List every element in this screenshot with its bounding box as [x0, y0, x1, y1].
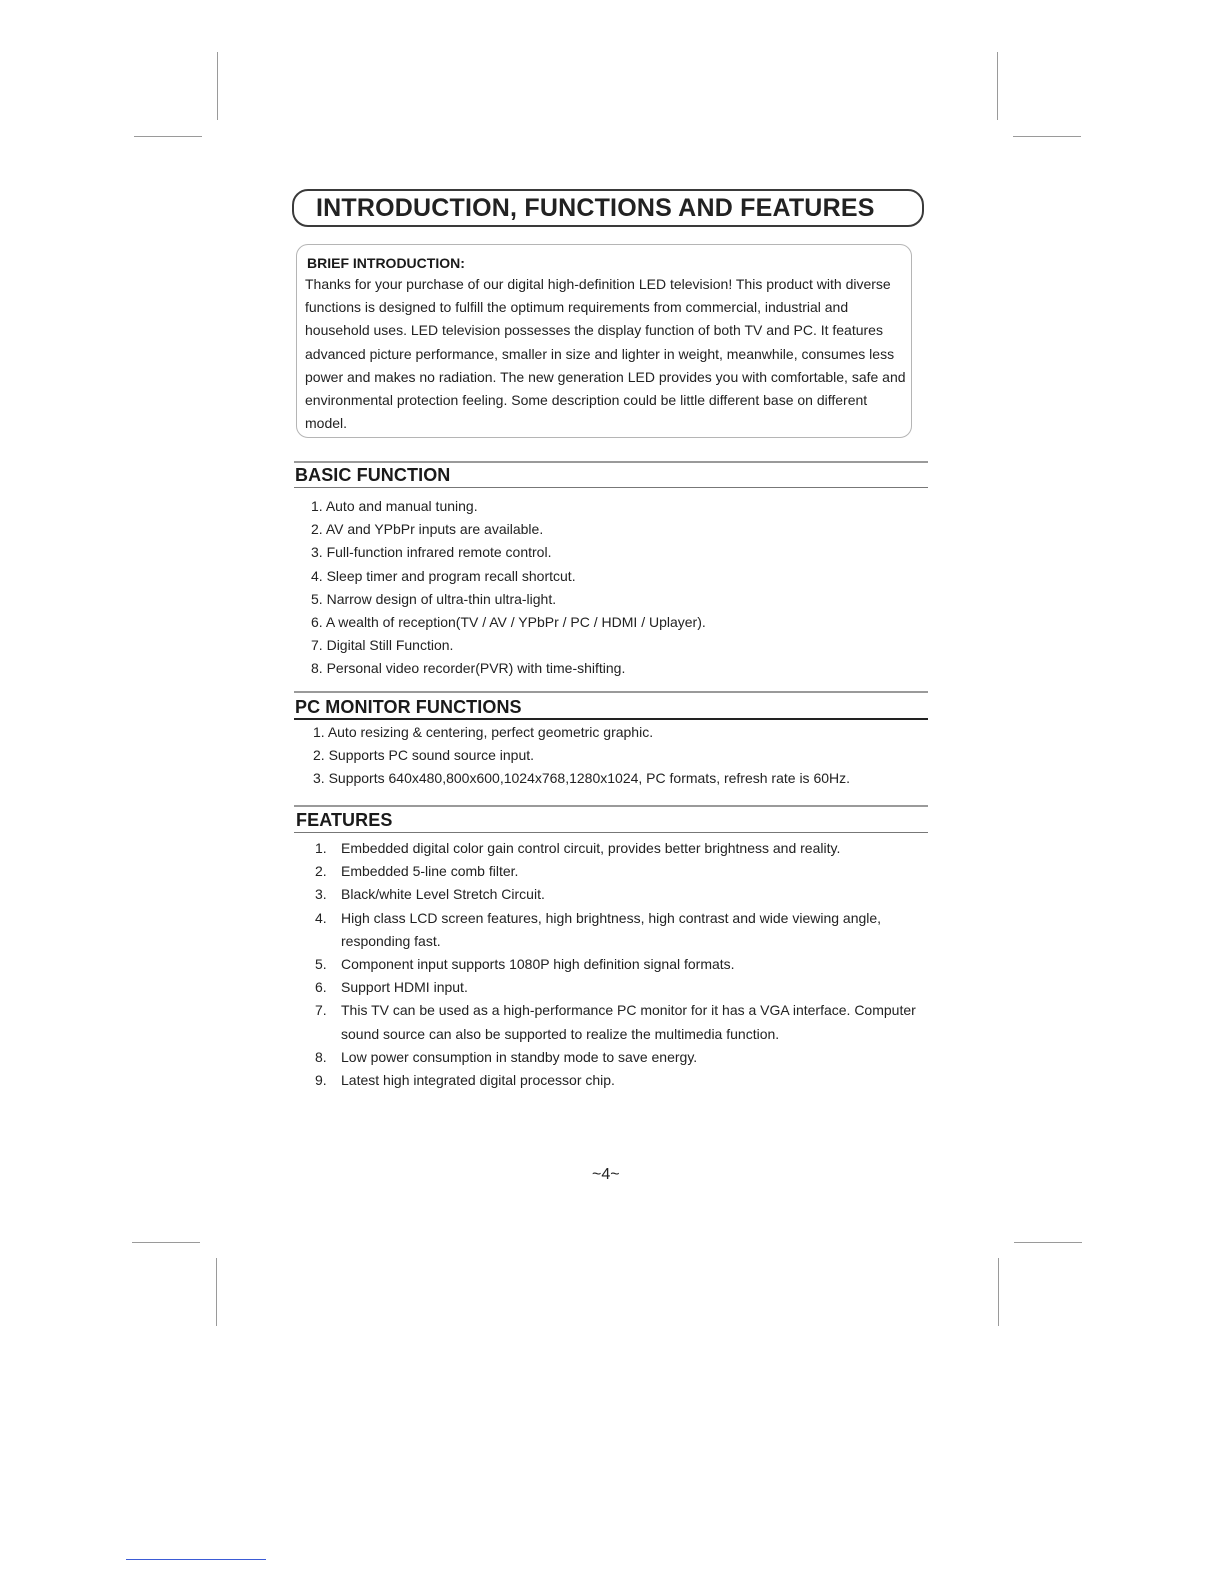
list-item [311, 495, 706, 518]
list-item-text: AV and YPbPr inputs are available. [325, 521, 544, 538]
list-item-text: Component input supports 1080P high definition signal formats. [341, 956, 735, 973]
list-item [311, 565, 706, 588]
crop-mark-top-left-horizontal [134, 136, 202, 137]
features-list [315, 837, 931, 1092]
list-item-text: Sleep timer and program recall shortcut. [326, 567, 576, 584]
list-item [315, 953, 931, 976]
list-item-number: 2. [311, 521, 323, 538]
list-item-text: Embedded 5-line comb filter. [341, 863, 519, 880]
list-item-text: Personal video recorder(PVR) with time-shifting. [326, 660, 626, 677]
list-item-text: Digital Still Function. [326, 637, 454, 654]
list-item [315, 907, 931, 953]
list-item-number: 7. [311, 637, 323, 654]
list-item-text: Low power consumption in standby mode to save energy. [341, 1048, 698, 1065]
list-item-text: Black/white Level Stretch Circuit. [341, 886, 545, 903]
list-item-number: 9. [315, 1072, 327, 1089]
list-item [311, 518, 706, 541]
list-item [311, 588, 706, 611]
list-item-number: 7. [315, 1002, 327, 1019]
list-item [315, 976, 931, 999]
list-item-text: Latest high integrated digital processor chip. [341, 1072, 615, 1089]
list-item-text: A wealth of reception(TV / AV / YPbPr / PC / HDMI / Uplayer). [325, 613, 706, 630]
list-item-number: 5. [315, 956, 327, 973]
list-item-text: Auto and manual tuning. [325, 498, 478, 514]
list-item-number: 4. [315, 909, 327, 926]
basic-function-header [294, 461, 928, 488]
list-item-text: Auto resizing & centering, perfect geometric graphic. [327, 724, 654, 740]
basic-function-list [311, 495, 706, 681]
list-item-number: 1. [315, 840, 327, 856]
list-item-text: Embedded digital color gain control circuit, provides better brightness and reality. [341, 840, 841, 856]
features-header [294, 805, 928, 833]
brief-introduction-text: Thanks for your purchase of our digital high-definition LED television! This product with diverse functions is designed to fulfill the optimum requirements from commercial, industrial and household uses. LED television possesses the display function of both TV and PC. It features advanced picture performance, smaller in size and lighter in weight, meanwhile, consumes less power and makes no radiation. The new generation LED provides you with comfortable, safe and environmental protection feeling. Some description could be little different base on different model. [305, 276, 906, 432]
list-item-text: Supports PC sound source input. [328, 747, 535, 764]
list-item-number: 8. [315, 1048, 327, 1065]
list-item-text: This TV can be used as a high-performance PC monitor for it has a VGA interface. Computer sound source can also be supported to realize the multimedia function. [341, 1002, 916, 1042]
pc-monitor-functions-header [294, 691, 928, 720]
list-item [313, 744, 850, 767]
crop-mark-bottom-right-horizontal [1014, 1242, 1082, 1243]
list-item-number: 2. [313, 747, 325, 764]
crop-mark-top-right-vertical [997, 52, 998, 120]
list-item [311, 611, 706, 634]
crop-mark-bottom-left-vertical [216, 1258, 217, 1326]
list-item [311, 541, 706, 564]
list-item-number: 5. [311, 590, 323, 607]
pc-monitor-functions-heading: PC MONITOR FUNCTIONS [295, 697, 522, 717]
crop-mark-top-right-horizontal [1013, 136, 1081, 137]
page-title: INTRODUCTION, FUNCTIONS AND FEATURES [316, 194, 875, 222]
list-item-number: 4. [311, 567, 323, 584]
list-item-number: 1. [311, 498, 323, 514]
page-title-box [292, 189, 924, 227]
list-item [315, 1069, 931, 1092]
brief-introduction-heading: BRIEF INTRODUCTION: [307, 255, 465, 271]
page-number: ~4~ [592, 1166, 620, 1183]
basic-function-heading: BASIC FUNCTION [295, 465, 451, 485]
list-item-text: High class LCD screen features, high brightness, high contrast and wide viewing angle, responding fast. [341, 909, 882, 949]
bottom-blue-rule [126, 1559, 266, 1560]
list-item [311, 634, 706, 657]
list-item-text: Narrow design of ultra-thin ultra-light. [326, 590, 557, 607]
list-item-text: Support HDMI input. [341, 979, 468, 996]
list-item [315, 883, 931, 906]
list-item-number: 3. [313, 770, 325, 787]
list-item [313, 767, 850, 790]
list-item [313, 721, 850, 744]
list-item-text: Supports 640x480,800x600,1024x768,1280x1024, PC formats, refresh rate is 60Hz. [328, 770, 851, 787]
list-item [315, 837, 931, 860]
crop-mark-top-left-vertical [217, 52, 218, 120]
list-item [315, 860, 931, 883]
list-item [311, 657, 706, 680]
pc-monitor-functions-list [313, 721, 850, 791]
list-item-number: 2. [315, 863, 327, 880]
brief-introduction-box [296, 244, 912, 438]
crop-mark-bottom-left-horizontal [132, 1242, 200, 1243]
list-item-number: 6. [311, 613, 323, 630]
list-item-text: Full-function infrared remote control. [326, 544, 552, 561]
list-item-number: 6. [315, 979, 327, 996]
list-item [315, 1046, 931, 1069]
list-item [315, 999, 931, 1045]
list-item-number: 8. [311, 660, 323, 677]
list-item-number: 3. [311, 544, 323, 561]
list-item-number: 1. [313, 724, 325, 740]
crop-mark-bottom-right-vertical [998, 1258, 999, 1326]
list-item-number: 3. [315, 886, 327, 903]
features-heading: FEATURES [296, 810, 393, 830]
